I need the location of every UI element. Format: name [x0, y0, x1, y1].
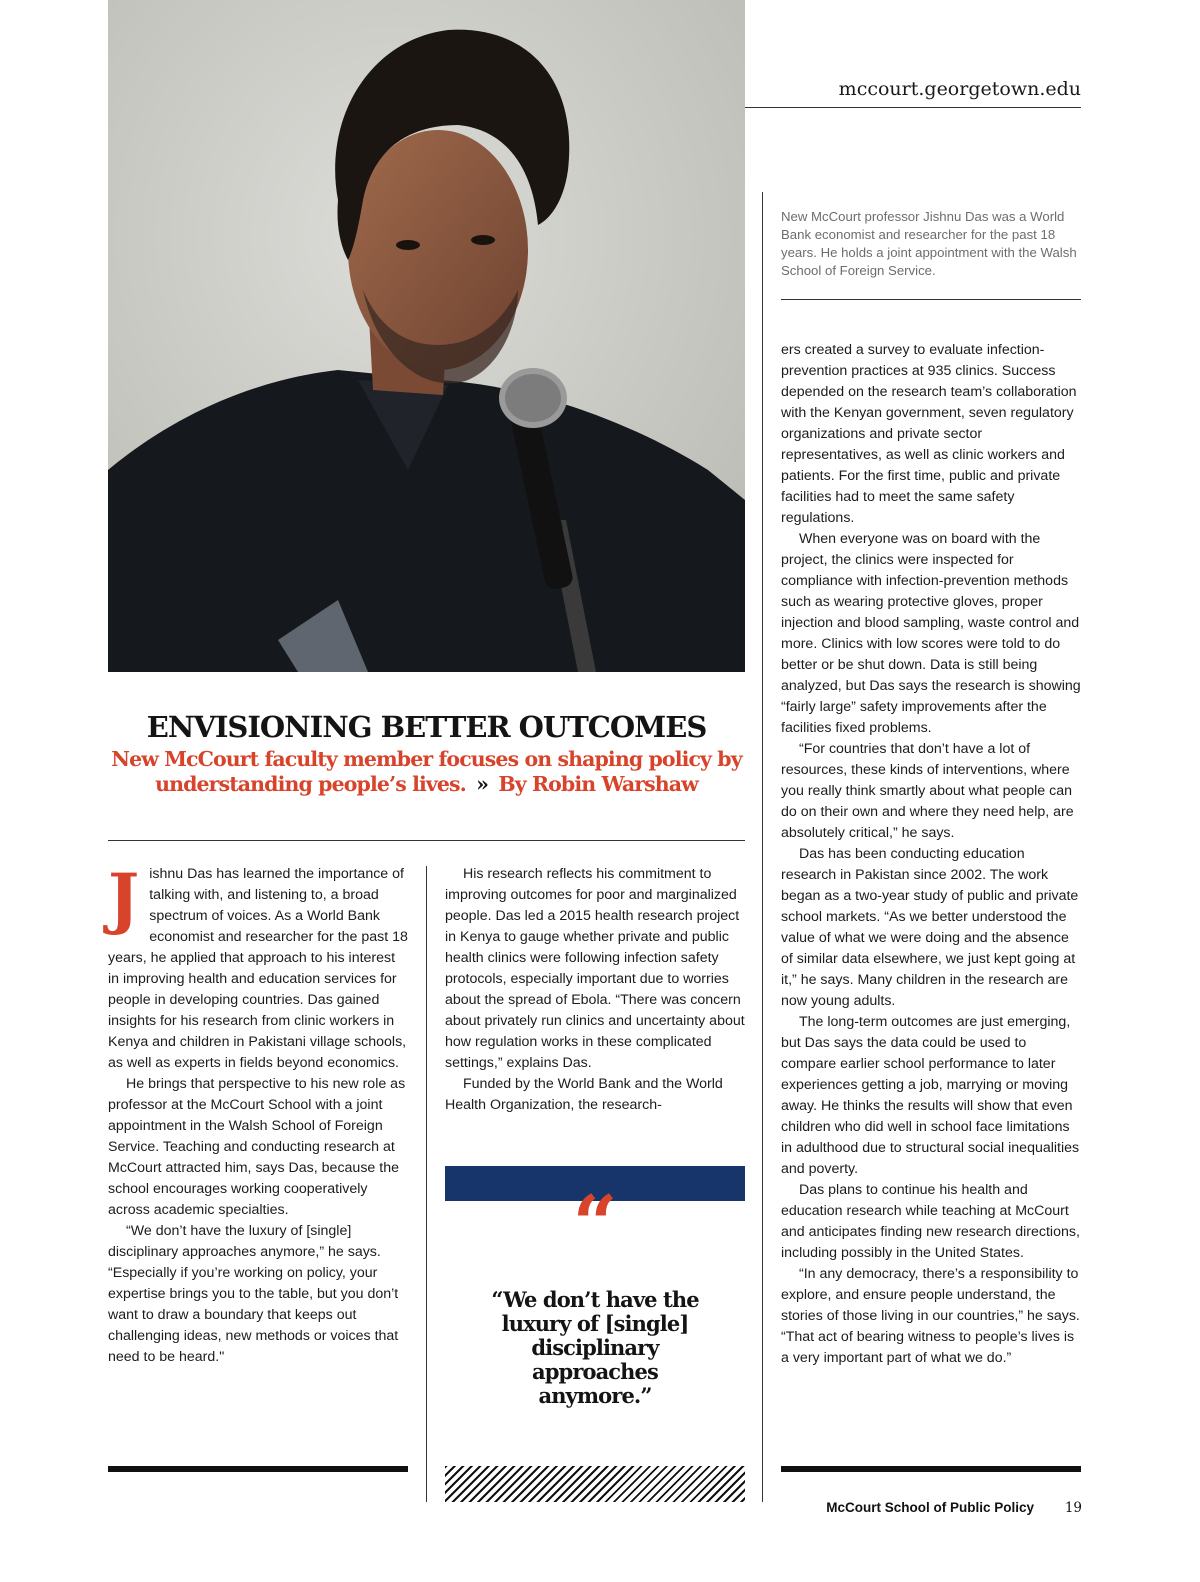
byline: By Robin Warshaw	[498, 772, 698, 796]
hero-photo	[108, 0, 745, 672]
portrait-illustration	[108, 0, 745, 672]
header-rule	[745, 107, 1081, 108]
drop-cap: J	[108, 859, 140, 937]
paragraph: Das has been conducting education research in Pakistan since 2002. The work began as a two-year study of public and private school markets. “As we better understood the value of what we were doing and the absence of similar data elsewhere, we just kept going at it,” he says. Many children in the research are now young adults.	[781, 846, 1079, 1009]
bottom-bar-right	[781, 1466, 1081, 1472]
paragraph: “For countries that don’t have a lot of resources, these kinds of interventions, where you really think smartly about what people can do on their own and where they need help, are absolutely critical,” he says.	[781, 741, 1074, 841]
paragraph: Funded by the World Bank and the World Health Organization, the research-	[445, 1076, 723, 1113]
column-divider-right	[762, 192, 763, 1502]
paragraph: His research reflects his commitment to improving outcomes for poor and marginalized people. Das led a 2015 health research project in Kenya to gauge whether private and public health clinics were following infection safety protocols, especially important due to worries about the spread of Ebola. “There was concern about privately run clinics and uncertainty about how regulation works in these complicated settings,” explains Das.	[445, 866, 745, 1071]
article-column-1	[108, 859, 408, 1368]
page-number: 19	[1064, 1500, 1082, 1516]
deck-text: New McCourt faculty member focuses on shaping policy by understanding people’s lives.	[111, 747, 742, 796]
bottom-hatch	[445, 1466, 745, 1502]
column-divider-left	[426, 866, 427, 1502]
footer-publication: McCourt School of Public Policy	[826, 1500, 1034, 1515]
paragraph: ers created a survey to evaluate infection-prevention practices at 935 clinics. Success depended on the research team’s collaboration with the Kenyan government, seven regulatory organizations and private sector representatives, as well as clinic workers and patients. For the first time, public and private facilities had to meet the same safety regulations.	[781, 342, 1077, 526]
paragraph: “In any democracy, there’s a responsibility to explore, and ensure people understand, the stories of those living in our countries,” he says. “That act of bearing witness to people’s lives is a very important part of what we do.”	[781, 1266, 1080, 1366]
paragraph: When everyone was on board with the project, the clinics were inspected for compliance with infection-prevention methods such as wearing protective gloves, proper injection and blood sampling, waste control and more. Clinics with low scores were told to do better or be shut down. Data is still being analyzed, but Das says the research is showing “fairly large” safety improvements after the facilities fixed problems.	[781, 531, 1081, 736]
bottom-bar-left	[108, 1466, 408, 1472]
photo-caption: New McCourt professor Jishnu Das was a World Bank economist and researcher for the past 18 years. He holds a joint appointment with the Walsh School of Foreign Service.	[781, 209, 1077, 278]
paragraph	[108, 859, 408, 1074]
paragraph: “We don’t have the luxury of [single] disciplinary approaches anymore,” he says. “Especially if you’re working on policy, your expertise brings you to the table, but you don’t want to draw a boundary that keeps out challenging ideas, new methods or voices that need to be heard."	[108, 1223, 399, 1365]
deck-separator: »	[476, 772, 489, 796]
paragraph: Das plans to continue his health and education research while teaching at McCourt and anticipates finding new research directions, including possibly in the United States.	[781, 1182, 1080, 1261]
headline-rule	[108, 840, 745, 841]
article-headline: ENVISIONING BETTER OUTCOMES	[146, 710, 707, 744]
paragraph: He brings that perspective to his new role as professor at the McCourt School with a joint appointment in the Walsh School of Foreign Service. Teaching and conducting research at McCourt attracted him, says Das, because the school encourages working cooperatively across academic specialties.	[108, 1076, 406, 1218]
site-url[interactable]: mccourt.georgetown.edu	[838, 78, 1081, 100]
article-deck	[108, 747, 745, 797]
article-column-2	[445, 864, 745, 1116]
paragraph: The long-term outcomes are just emerging, but Das says the data could be used to compare earlier school performance to later experiences getting a job, marrying or moving away. He thinks the results will show that even children who did well in school face limitations in adulthood due to structural social inequalities and poverty.	[781, 1014, 1080, 1177]
paragraph-text: ishnu Das has learned the importance of talking with, and listening to, a broad spectrum of voices. As a World Bank economist and researcher for the past 18 years, he applied that approach to his interest in improving health and education services for people in developing countries. Das gained insights for his research from clinic workers in Kenya and children in Pakistani village schools, as well as experts in fields beyond economics.	[108, 866, 408, 1071]
pull-quote: “We don’t have the luxury of [single] disciplinary approaches anymore.”	[491, 1287, 699, 1408]
quote-mark-icon: “	[572, 1179, 618, 1270]
caption-rule	[781, 299, 1081, 300]
article-column-3	[781, 340, 1081, 1369]
